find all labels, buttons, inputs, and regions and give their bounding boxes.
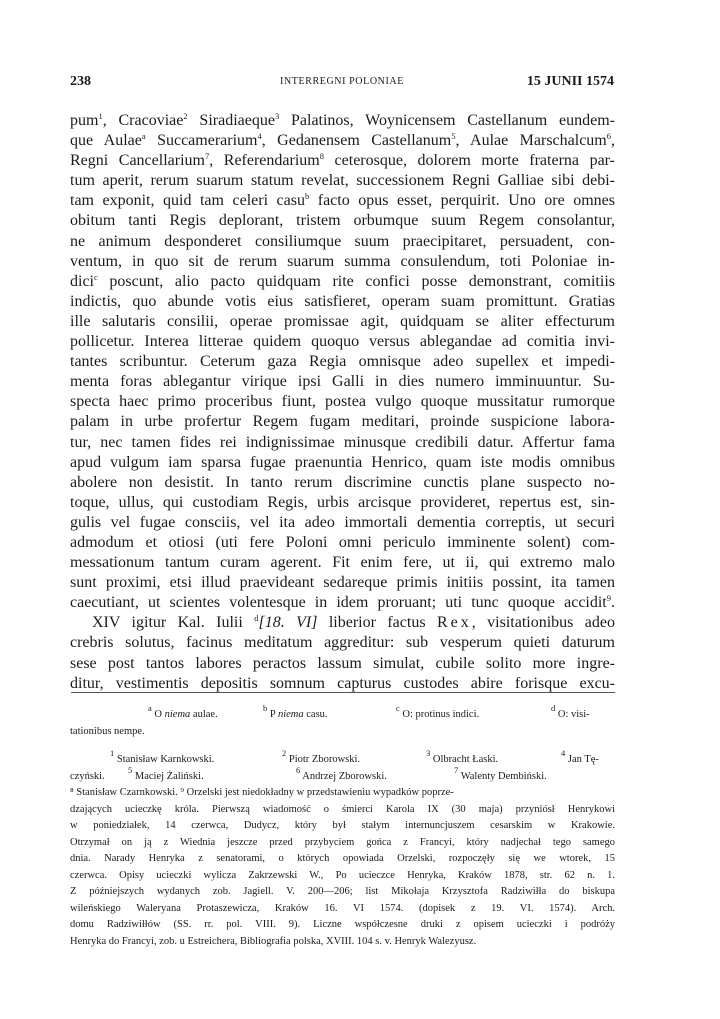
- text-run: , Gedanensem Castellanum: [261, 132, 452, 150]
- text-line: [70, 412, 615, 432]
- text-run: dici: [70, 272, 94, 290]
- note-marker: 1: [98, 111, 103, 121]
- apparatus-italic: niema: [164, 709, 191, 720]
- footnotes: [70, 748, 615, 951]
- text-run: tum aperit, rerum suarum statum revelat, successionem Regni Galliae sibi debi-: [70, 172, 615, 190]
- text-run: adeo: [573, 614, 616, 632]
- text-run: Succamerarium: [145, 132, 258, 150]
- text-run: , visitationibus: [471, 614, 574, 632]
- text-run: obitum tanti Regis deplorant, tristem orbumque suum Regem consolantur,: [70, 212, 615, 230]
- apparatus-text: P: [269, 709, 278, 720]
- text-run: gulis vel fugae consciis, vel ita adeo immortali dementia correptis, ut securi: [70, 513, 615, 531]
- apparatus-mark: b: [263, 703, 268, 713]
- footnote-number: 7: [454, 764, 459, 775]
- text-run: indictis, quo abunde votis eius satisfieret, operam suam promittunt. Gratias: [70, 292, 615, 310]
- apparatus-row: [70, 723, 615, 740]
- text-line: [70, 553, 615, 573]
- text-run: pollicetur. Interea litterae quidem quoquo versus ablegandae ad comitia invi-: [70, 333, 615, 351]
- apparatus-entry: [148, 703, 218, 723]
- text-run: ,: [611, 132, 616, 150]
- page-header: [70, 74, 614, 96]
- footnote-number: 6: [296, 764, 301, 775]
- text-run: liberior factus: [317, 614, 437, 632]
- text-line: [70, 232, 615, 252]
- footnote-line: ⁸ Stanisław Czarnkowski. ⁹ Orzelski jest niedokładny w przedstawieniu wypadków poprze-: [70, 787, 454, 799]
- text-line: [70, 654, 615, 674]
- text-line: [70, 191, 615, 211]
- text-line: [70, 613, 615, 633]
- text-run: ceterosque, dolorem morte fraterna par-: [323, 152, 616, 170]
- apparatus-row: [70, 703, 615, 723]
- text-line: [70, 272, 615, 292]
- text-run: tam exponit, quid tam celeri casu: [70, 192, 305, 210]
- text-run: facto opus esset, perquirit. Uno ore omnes: [309, 192, 616, 210]
- text-line: [70, 513, 615, 533]
- text-run: abolere non desistit. In tanto rerum discrimine cunctis plane suspecto no-: [70, 473, 615, 491]
- text-run: Siradiaeque: [187, 112, 275, 129]
- footnote-line: Otrzymał on ją z Wiednia jeszcze przed przybyciem gońca z Francyi, który nadjechał tego samego: [70, 836, 615, 848]
- text-run: .: [611, 594, 615, 612]
- apparatus-mark: a: [148, 703, 152, 713]
- footnote-number: 5: [128, 764, 133, 775]
- footnote-line: czerwca. Opisy ucieczki wylicza Zakrzewski W., Po ucieczce Henryka, Kraków 1878, str. 62 n. 1.: [70, 869, 615, 881]
- critical-apparatus: [70, 703, 615, 740]
- footnote-text: Andrzej Zborowski.: [302, 770, 387, 782]
- apparatus-mark: d: [551, 703, 556, 713]
- footnote-entry: [282, 748, 361, 769]
- text-line: [70, 674, 615, 694]
- apparatus-italic: niema: [277, 709, 304, 720]
- note-marker: a: [141, 131, 146, 142]
- apparatus-text: O: [154, 709, 165, 720]
- text-run: admodum et otiosi (uti fere Poloni omni periculo imminente solent) com-: [70, 533, 615, 551]
- footnote-entry: [128, 764, 204, 786]
- text-line: [70, 111, 615, 131]
- text-run: apud vulgum iam sparsa fugae praenuntia Henrico, quam iste modis omnibus: [70, 453, 615, 471]
- apparatus-text: casu.: [303, 709, 328, 720]
- page-number: 238: [70, 74, 91, 89]
- text-run: crebris solutus, facinus meditatum aggreditur: sub vesperum quieti daturum: [70, 634, 615, 652]
- main-text: [70, 111, 615, 694]
- footnote-text: Walenty Dembiński.: [460, 770, 547, 782]
- note-marker: 8: [319, 151, 324, 162]
- footnote-entry: [561, 748, 599, 769]
- text-line: [70, 151, 615, 171]
- text-run: ne animum desponderet consiliumque suum praecipitaret, persuadent, con-: [70, 232, 615, 250]
- header-date: 15 JUNII 1574: [526, 74, 614, 89]
- footnote-entry: [454, 764, 547, 786]
- footnote-entry: [110, 748, 215, 769]
- text-line: [70, 292, 615, 312]
- text-line: [70, 131, 615, 151]
- text-run: Regni Cancellarium: [70, 152, 205, 170]
- apparatus-entry: [396, 703, 480, 723]
- footnote-line: Henryka do Francyi, zob. u Estreichera, Bibliografia polska, XVIII. 104 s. v. Henryk Walezyusz.: [70, 936, 477, 948]
- text-run: menta foras ablegantur virique ipsi Galli in dies numero imminuuntur. Su-: [70, 373, 615, 391]
- footnote-row: [70, 764, 615, 786]
- footnote-text: Jan Tę-: [567, 754, 599, 765]
- note-marker: b: [304, 191, 310, 202]
- text-run: caecutiant, ut scientes volentesque in idem proruant; uti tunc quoque accidit: [70, 594, 607, 612]
- text-run: que Aulae: [70, 132, 142, 150]
- footnote-number: 3: [426, 748, 431, 758]
- apparatus-text: O: protinus indici.: [402, 709, 480, 720]
- text-line: [70, 392, 615, 412]
- text-line: [70, 372, 615, 392]
- footnote-line: w poniedziałek, 14 czerwca, Dudycz, który był stałym internuncjuszem cesarskim w Krakowie.: [70, 820, 615, 832]
- footnote-number: 2: [282, 748, 287, 758]
- footnote-number: 4: [561, 748, 566, 758]
- apparatus-text: aulae.: [190, 709, 218, 720]
- note-marker: 5: [451, 131, 456, 142]
- text-line: [70, 473, 615, 493]
- note-marker: 9: [606, 593, 611, 604]
- footnote-text: Olbracht Łaski.: [432, 754, 499, 765]
- text-run: specta haec primo proceribus fiunt, postea vulgo quoque mussitatur rumorque: [70, 393, 615, 411]
- text-line: [70, 211, 615, 231]
- text-run: Palatinos, Woynicensem Castellanum eundem-: [279, 112, 615, 129]
- footnote-number: 1: [110, 748, 115, 758]
- text-run: messationum tantum curam agerent. Fit enim fere, ut ii, qui extremo malo: [70, 554, 615, 572]
- text-run: , Referendarium: [209, 152, 320, 170]
- note-marker: 4: [257, 131, 262, 142]
- text-run: ditur, vestimentis depositis somnum capturus custodes abire forisque excu-: [70, 674, 615, 692]
- text-run: ille salutaris consilii, operae promissae agit, quidquam se aliter effecturum: [70, 312, 615, 330]
- note-marker: 2: [183, 111, 188, 121]
- text-run: sunt proximi, etsi illud praevideant sedareque primis initiis possint, ita tamen: [70, 574, 615, 592]
- text-line: [70, 332, 615, 352]
- note-marker: 3: [274, 111, 280, 121]
- note-marker: d: [254, 613, 259, 624]
- footnote-text: czyński.: [70, 770, 105, 782]
- apparatus-text: O: visi-: [557, 709, 590, 720]
- text-line: [70, 252, 615, 272]
- text-run: pum: [70, 112, 99, 129]
- text-run: tur, nec tamen fides rei indignissimae minusque credibili datur. Affertur fama: [70, 433, 615, 451]
- note-marker: 6: [606, 131, 612, 142]
- text-line: [70, 352, 615, 372]
- spaced-word: Rex: [436, 614, 472, 632]
- apparatus-text: tationibus nempe.: [70, 726, 145, 737]
- footnote-line: dzających ucieczkę króla. Pierwszą wiadomość o śmierci Karola IX (30 maja) przyniósł Henrykowi: [70, 803, 615, 815]
- footnote-row: [70, 748, 615, 769]
- footnote-divider: [71, 692, 615, 693]
- footnote-line: Z późniejszych wydanych zob. Jagiell. V. 200—206; list Mikołaja Krzysztofa Radziwiłła do biskupa: [70, 886, 615, 898]
- apparatus-mark: c: [396, 703, 400, 713]
- text-run: palam in urbe profertur Regem fugam meditari, proinde suspicione labora-: [70, 413, 615, 431]
- footnote-line: wileńskiego Waleryana Protaszewicza, Kraków 16. VI 1574. (dopisek z 19. VI. 1574). Arch.: [70, 902, 615, 914]
- note-marker: 7: [204, 151, 210, 162]
- footnote-entry: [426, 748, 499, 769]
- text-line: [70, 573, 615, 593]
- apparatus-entry: [551, 703, 590, 723]
- running-title: INTERREGNI POLONIAE: [280, 76, 404, 87]
- apparatus-entry: [263, 703, 328, 723]
- text-run: , Aulae Marschalcum: [455, 132, 607, 150]
- footnote-text: Piotr Zborowski.: [288, 754, 361, 765]
- text-run: poscunt, alio pacto quidquam rite confici posse demonstrant, comitiis: [97, 272, 615, 290]
- footnote-text: Maciej Żaliński.: [134, 770, 204, 782]
- text-run: toque, ullus, qui custodiam Regis, urbis arcisque provideret, repertus est, sin-: [70, 493, 615, 511]
- text-run: sese post tantos labores peractos lassum simulat, cubile solito more ingre-: [70, 654, 615, 672]
- text-line: [70, 633, 615, 653]
- text-line: [70, 312, 615, 332]
- editorial-date: [18. VI]: [258, 614, 318, 632]
- footnote-entry: [296, 764, 387, 786]
- text-run: , Cracoviae: [102, 112, 184, 129]
- text-line: [70, 493, 615, 513]
- text-line: [70, 433, 615, 453]
- footnote-line: dnia. Narady Henryka z senatorami, o których opowiada Orzelski, rozpoczęły się we wtorek, 15: [70, 853, 615, 865]
- text-run: tantes scribuntur. Ceterum gaza Regia omnisque adeo supellex et impedi-: [70, 353, 615, 371]
- text-run: XIV igitur Kal. Iulii: [92, 614, 255, 632]
- text-line: [70, 453, 615, 473]
- text-line: [70, 533, 615, 553]
- footnote-entry: [70, 769, 105, 786]
- text-line: [70, 593, 615, 613]
- footnote-text: Stanisław Karnkowski.: [116, 754, 215, 765]
- text-run: ventum, in quo sit de rerum suarum summa consulendum, toti Poloniae in-: [70, 252, 615, 270]
- footnote-line: domu Radziwiłłów (SS. rr. pol. VIII. 9). Liczne współczesne druki z opisem ucieczki i podróży: [70, 919, 615, 931]
- text-line: [70, 171, 615, 191]
- note-marker: c: [94, 271, 98, 282]
